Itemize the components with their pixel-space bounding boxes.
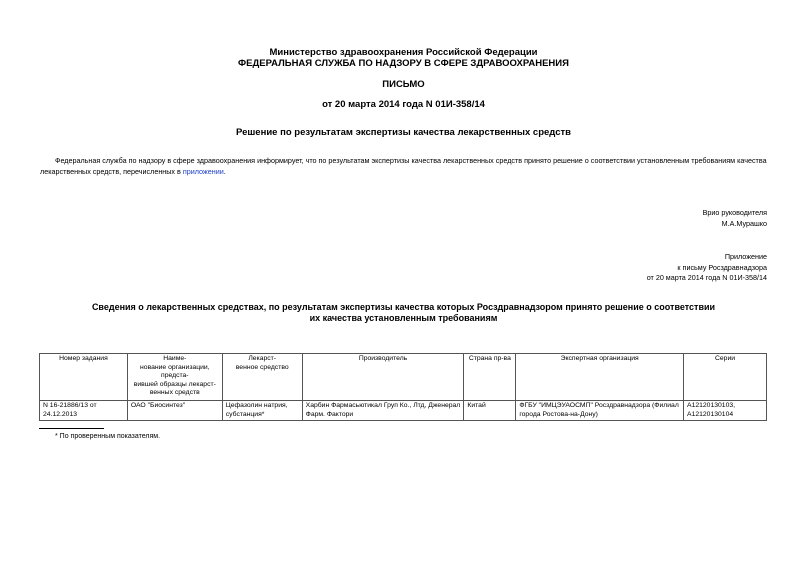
body-paragraph xyxy=(40,155,768,177)
appendix-label: Приложение xyxy=(724,252,767,261)
column-header xyxy=(222,354,302,401)
footnote: * По проверенным показателям. xyxy=(55,433,161,440)
service-heading: ФЕДЕРАЛЬНАЯ СЛУЖБА ПО НАДЗОРУ В СФЕРЕ ЗДРАВООХРАНЕНИЯ xyxy=(238,58,569,69)
column-header-line: Наиме- нование организации, предста- вившей образцы лекарст- венных средств xyxy=(133,355,216,397)
body-paragraph-text: Федеральная служба по надзору в сфере здравоохранения информирует, что по результатам экспертизы качества лекарственных средств принято решение о соответствии установленным требованиям качества лекарственных средств, перечисленных в xyxy=(40,156,767,176)
appendix-block xyxy=(647,252,767,284)
signature-name: М.А.Мурашко xyxy=(721,218,767,228)
ministry-heading: Министерство здравоохранения Российской Федерации xyxy=(269,47,538,58)
column-header xyxy=(127,354,222,401)
appendix-to-letter: к письму Росздравнадзора xyxy=(677,262,767,272)
appendix-link[interactable]: приложении xyxy=(182,167,224,176)
appendix-date-number: от 20 марта 2014 года N 01И-358/14 xyxy=(646,273,767,282)
table-cell-task-number: N 16-21886/13 от 24.12.2013 xyxy=(40,401,128,421)
doc-type-heading: ПИСЬМО xyxy=(382,79,425,90)
table-cell-medicine: Цефазолин натрия, субстанция* xyxy=(222,401,302,421)
table-header-row xyxy=(40,354,767,401)
doc-subject: Решение по результатам экспертизы качества лекарственных средств xyxy=(236,127,571,138)
column-header: Номер задания xyxy=(40,354,128,401)
signature-block xyxy=(703,208,767,229)
column-header-line: Лекарст- венное средство xyxy=(235,355,289,371)
footnote-divider xyxy=(39,428,104,429)
table-row xyxy=(40,401,767,421)
column-header: Серии xyxy=(684,354,767,401)
doc-date-number: от 20 марта 2014 года N 01И-358/14 xyxy=(322,99,485,110)
column-header: Экспертная организация xyxy=(516,354,684,401)
section-title: Сведения о лекарственных средствах, по результатам экспертизы качества которых Росздравнадзором принято решение о соответствии их качества установленным требованиям xyxy=(91,302,716,323)
column-header: Страна пр-ва xyxy=(464,354,516,401)
table-cell-expert-org: ФГБУ "ИМЦЭУАОСМП" Росздравнадзора (Филиал города Ростова-на-Дону) xyxy=(516,401,684,421)
column-header: Производитель xyxy=(302,354,464,401)
table-cell-manufacturer: Харбин Фармасьютикал Груп Ко., Лтд, Дженерал Фарм. Фактори xyxy=(302,401,464,421)
signature-position: Врио руководителя xyxy=(702,208,767,217)
table-cell-series: A12120130103, A12120130104 xyxy=(684,401,767,421)
medicines-table xyxy=(39,353,767,421)
table-cell-organization: ОАО "Биосинтез" xyxy=(127,401,222,421)
table-cell-country: Китай xyxy=(464,401,516,421)
body-paragraph-end: . xyxy=(223,167,226,176)
